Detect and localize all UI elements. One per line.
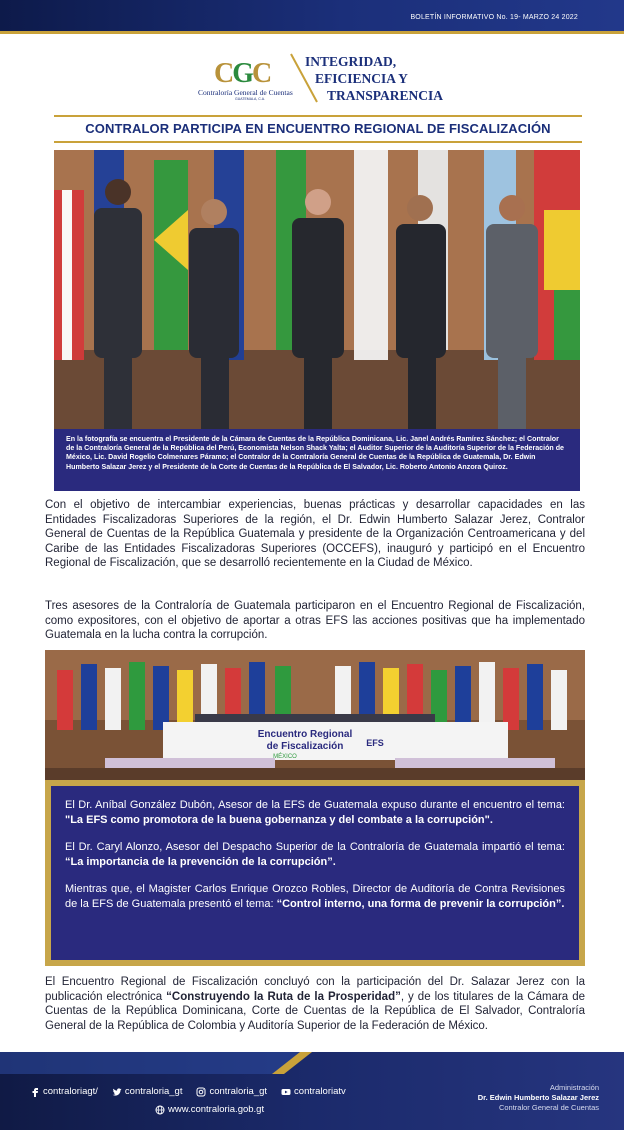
facebook-link[interactable] (30, 1086, 98, 1097)
banner-line-2: de Fiscalización (266, 741, 344, 752)
paragraph-1: Con el objetivo de intercambiar experiencias, buenas prácticas y desarrollar capacidades en las Entidades Fiscalizadoras Superiores de la región, el Dr. Edwin Humberto Salazar Jerez, Contralor General de Cuentas de la República Guatemala y presidente de la Organización Centroamericana y del Caribe de las Entidades Fiscalizadoras Superiores (OCCEFS), inauguró y participó en el Encuentro Regional de Fiscalización, que se desarrolló recientemente en la Ciudad de México. (45, 499, 585, 569)
admin-title: Contralor General de Cuentas (498, 1103, 599, 1112)
speaker-2: El Dr. Caryl Alonzo, Asesor del Despacho Superior de la Contraloría de Guatemala impartió el tema: “La importancia de la prevención de la corrupción”. (65, 841, 565, 868)
twitter-link[interactable] (112, 1086, 183, 1097)
youtube-link[interactable] (281, 1086, 346, 1097)
motto-line-3: TRANSPARENCIA (327, 88, 444, 103)
speakers-panel-inner (51, 786, 579, 960)
website-url: www.contraloria.gob.gt (168, 1104, 265, 1115)
globe-icon (155, 1105, 165, 1115)
banner-line-1: Encuentro Regional (257, 729, 353, 740)
photo-caption: En la fotografía se encuentra el Presidente de la Cámara de Cuentas de la República Dominicana, Lic. Janel Andrés Ramírez Sánchez; el Contralor de la Contraloría General de la República del Perú, Economista Nelson Shack Yalta; el Auditor Superior de la Auditoría Superior de la Federación de México, Lic. David Rogelio Colmenares Páramo; el Contralor de la Contraloría General de Cuentas de la República de Guatemala, Dr. Edwin Humberto Salazar Jerez y el Presidente de la Corte de Cuentas de la República de El Salvador, Lic. Roberto Antonio Anzora Quiroz. (54, 429, 580, 491)
conference-photo (45, 650, 585, 780)
speaker-1: El Dr. Aníbal González Dubón, Asesor de la EFS de Guatemala expuso durante el encuentro el tema: "La EFS como promotora de la buena gobernanza y del combate a la corrupción". (65, 799, 565, 826)
youtube-icon (281, 1087, 291, 1097)
top-bar (0, 0, 624, 34)
top-bar-gold-line (0, 31, 624, 34)
motto-line-1: INTEGRIDAD, (305, 54, 397, 69)
speakers-panel (45, 780, 585, 966)
headline-rule-top (54, 115, 582, 117)
administration-credit (478, 1083, 599, 1113)
headline-rule-bottom (54, 141, 582, 143)
banner-country: MÉXICO (273, 754, 297, 760)
twitter-icon (112, 1087, 122, 1097)
admin-label: Administración (549, 1083, 599, 1092)
logo-subtitle: GUATEMALA, C.A. (235, 97, 266, 101)
closing-paragraph: El Encuentro Regional de Fiscalización concluyó con la participación del Dr. Salazar Jerez con la publicación electrónica “Construyendo la Ruta de la Prosperidad”, y de los titulares de la Cámara de Cuentas de la República Dominicana, Corte de Cuentas de la República de El Salvador, Contraloría General de la República de Colombia y Auditoría Superior de la Federación de México. (45, 976, 585, 1032)
motto-line-2: EFICIENCIA Y (315, 71, 408, 86)
facebook-handle: contraloriagt/ (43, 1086, 98, 1097)
speaker-3: Mientras que, el Magister Carlos Enrique Orozco Robles, Director de Auditoría de Contra Revisiones de la EFS de Guatemala presentó el tema: “Control interno, una forma de prevenir la corrupción”. (65, 883, 565, 910)
instagram-link[interactable] (196, 1086, 267, 1097)
instagram-handle: contraloria_gt (209, 1086, 268, 1097)
twitter-handle: contraloria_gt (124, 1086, 183, 1097)
logo-name: Contraloría General de Cuentas (198, 88, 293, 97)
website-link[interactable] (155, 1104, 264, 1115)
banner-efs: EFS (366, 738, 384, 748)
admin-name: Dr. Edwin Humberto Salazar Jerez (477, 1093, 599, 1102)
cgc-logo (190, 58, 293, 102)
paragraph-2: Tres asesores de la Contraloría de Guatemala participaron en el Encuentro Regional de Fiscalización, como expositores, con el objetivo de aportar a otras EFS las acciones positivas que ha implementado Guatemala en la lucha contra la corrupción. (45, 600, 585, 641)
officials-photo (54, 150, 580, 429)
bulletin-number: BOLETÍN INFORMATIVO No. 19- MARZO 24 2022 (410, 14, 578, 21)
youtube-handle: contraloriatv (294, 1086, 346, 1097)
facebook-icon (30, 1087, 40, 1097)
headline: CONTRALOR PARTICIPA EN ENCUENTRO REGIONAL DE FISCALIZACIÓN (85, 121, 551, 136)
social-links (30, 1086, 346, 1097)
cgc-monogram: CGC (214, 58, 271, 89)
motto (305, 53, 443, 104)
instagram-icon (196, 1087, 206, 1097)
